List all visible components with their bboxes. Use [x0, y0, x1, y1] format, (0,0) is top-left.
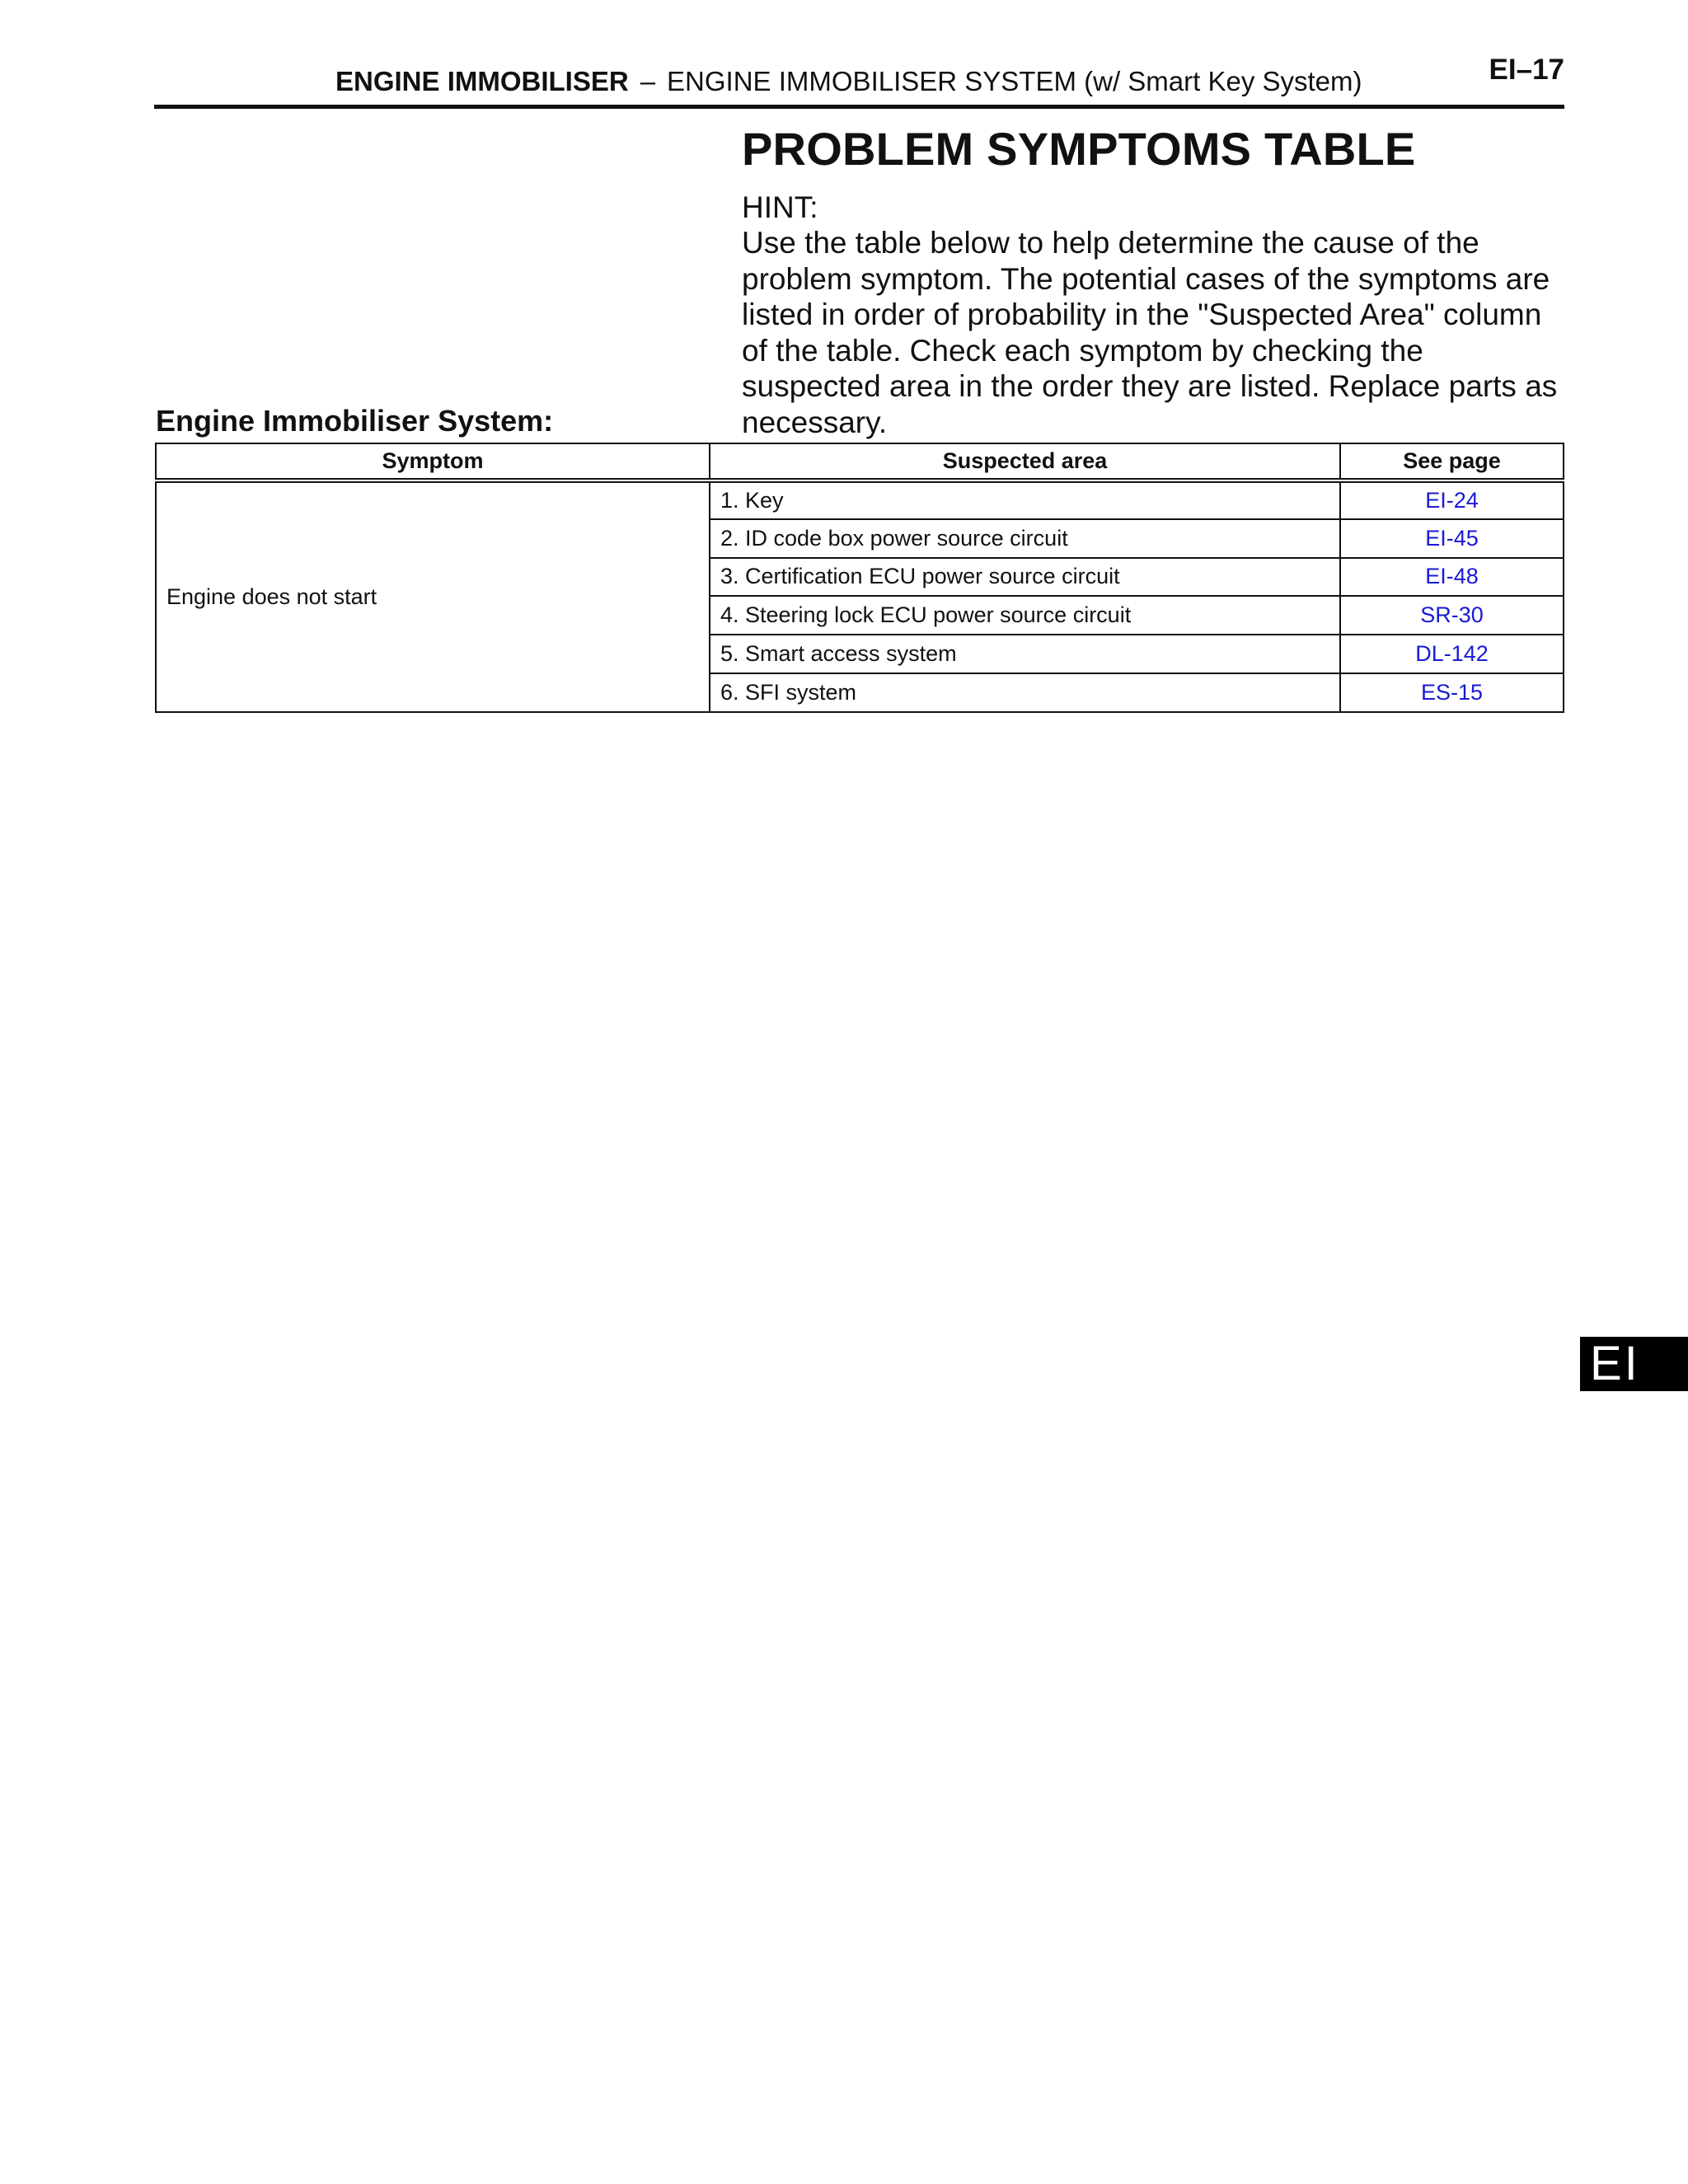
table-title: Engine Immobiliser System: [156, 404, 554, 438]
table-row [156, 480, 1564, 519]
section-side-tab: EI [1580, 1337, 1688, 1391]
see-page-link[interactable]: EI-45 [1340, 519, 1564, 558]
see-page-link[interactable]: EI-48 [1340, 558, 1564, 597]
symptoms-table-container [155, 443, 1563, 713]
column-header-suspected-area: Suspected area [710, 443, 1340, 480]
header-title [335, 68, 1362, 95]
see-page-link[interactable]: DL-142 [1340, 635, 1564, 673]
suspected-area-cell: 2. ID code box power source circuit [710, 519, 1340, 558]
symptoms-table [155, 443, 1564, 713]
see-page-link[interactable]: EI-24 [1340, 480, 1564, 519]
hint-label: HINT: [742, 190, 818, 224]
suspected-area-cell: 5. Smart access system [710, 635, 1340, 673]
suspected-area-cell: 3. Certification ECU power source circuit [710, 558, 1340, 597]
see-page-link[interactable]: ES-15 [1340, 673, 1564, 712]
header-section: ENGINE IMMOBILISER [335, 66, 629, 96]
see-page-link[interactable]: SR-30 [1340, 596, 1564, 635]
page-number: EI–17 [1489, 54, 1564, 86]
header-system: ENGINE IMMOBILISER SYSTEM (w/ Smart Key System) [667, 66, 1362, 96]
section-title: PROBLEM SYMPTOMS TABLE [742, 123, 1416, 175]
suspected-area-cell: 1. Key [710, 480, 1340, 519]
hint-text: Use the table below to help determine the cause of the problem symptom. The potential cases of the symptoms are listed in order of probability in the "Suspected Area" column of the table. Check each symptom by checking the suspected area in the order they are listed. Replace parts as necessary. [742, 226, 1558, 439]
suspected-area-cell: 6. SFI system [710, 673, 1340, 712]
header-separator: – [640, 66, 656, 96]
column-header-see-page: See page [1340, 443, 1564, 480]
column-header-symptom: Symptom [156, 443, 710, 480]
suspected-area-cell: 4. Steering lock ECU power source circuit [710, 596, 1340, 635]
symptom-cell: Engine does not start [156, 480, 710, 712]
table-header-row [156, 443, 1564, 480]
page-header [154, 49, 1564, 109]
